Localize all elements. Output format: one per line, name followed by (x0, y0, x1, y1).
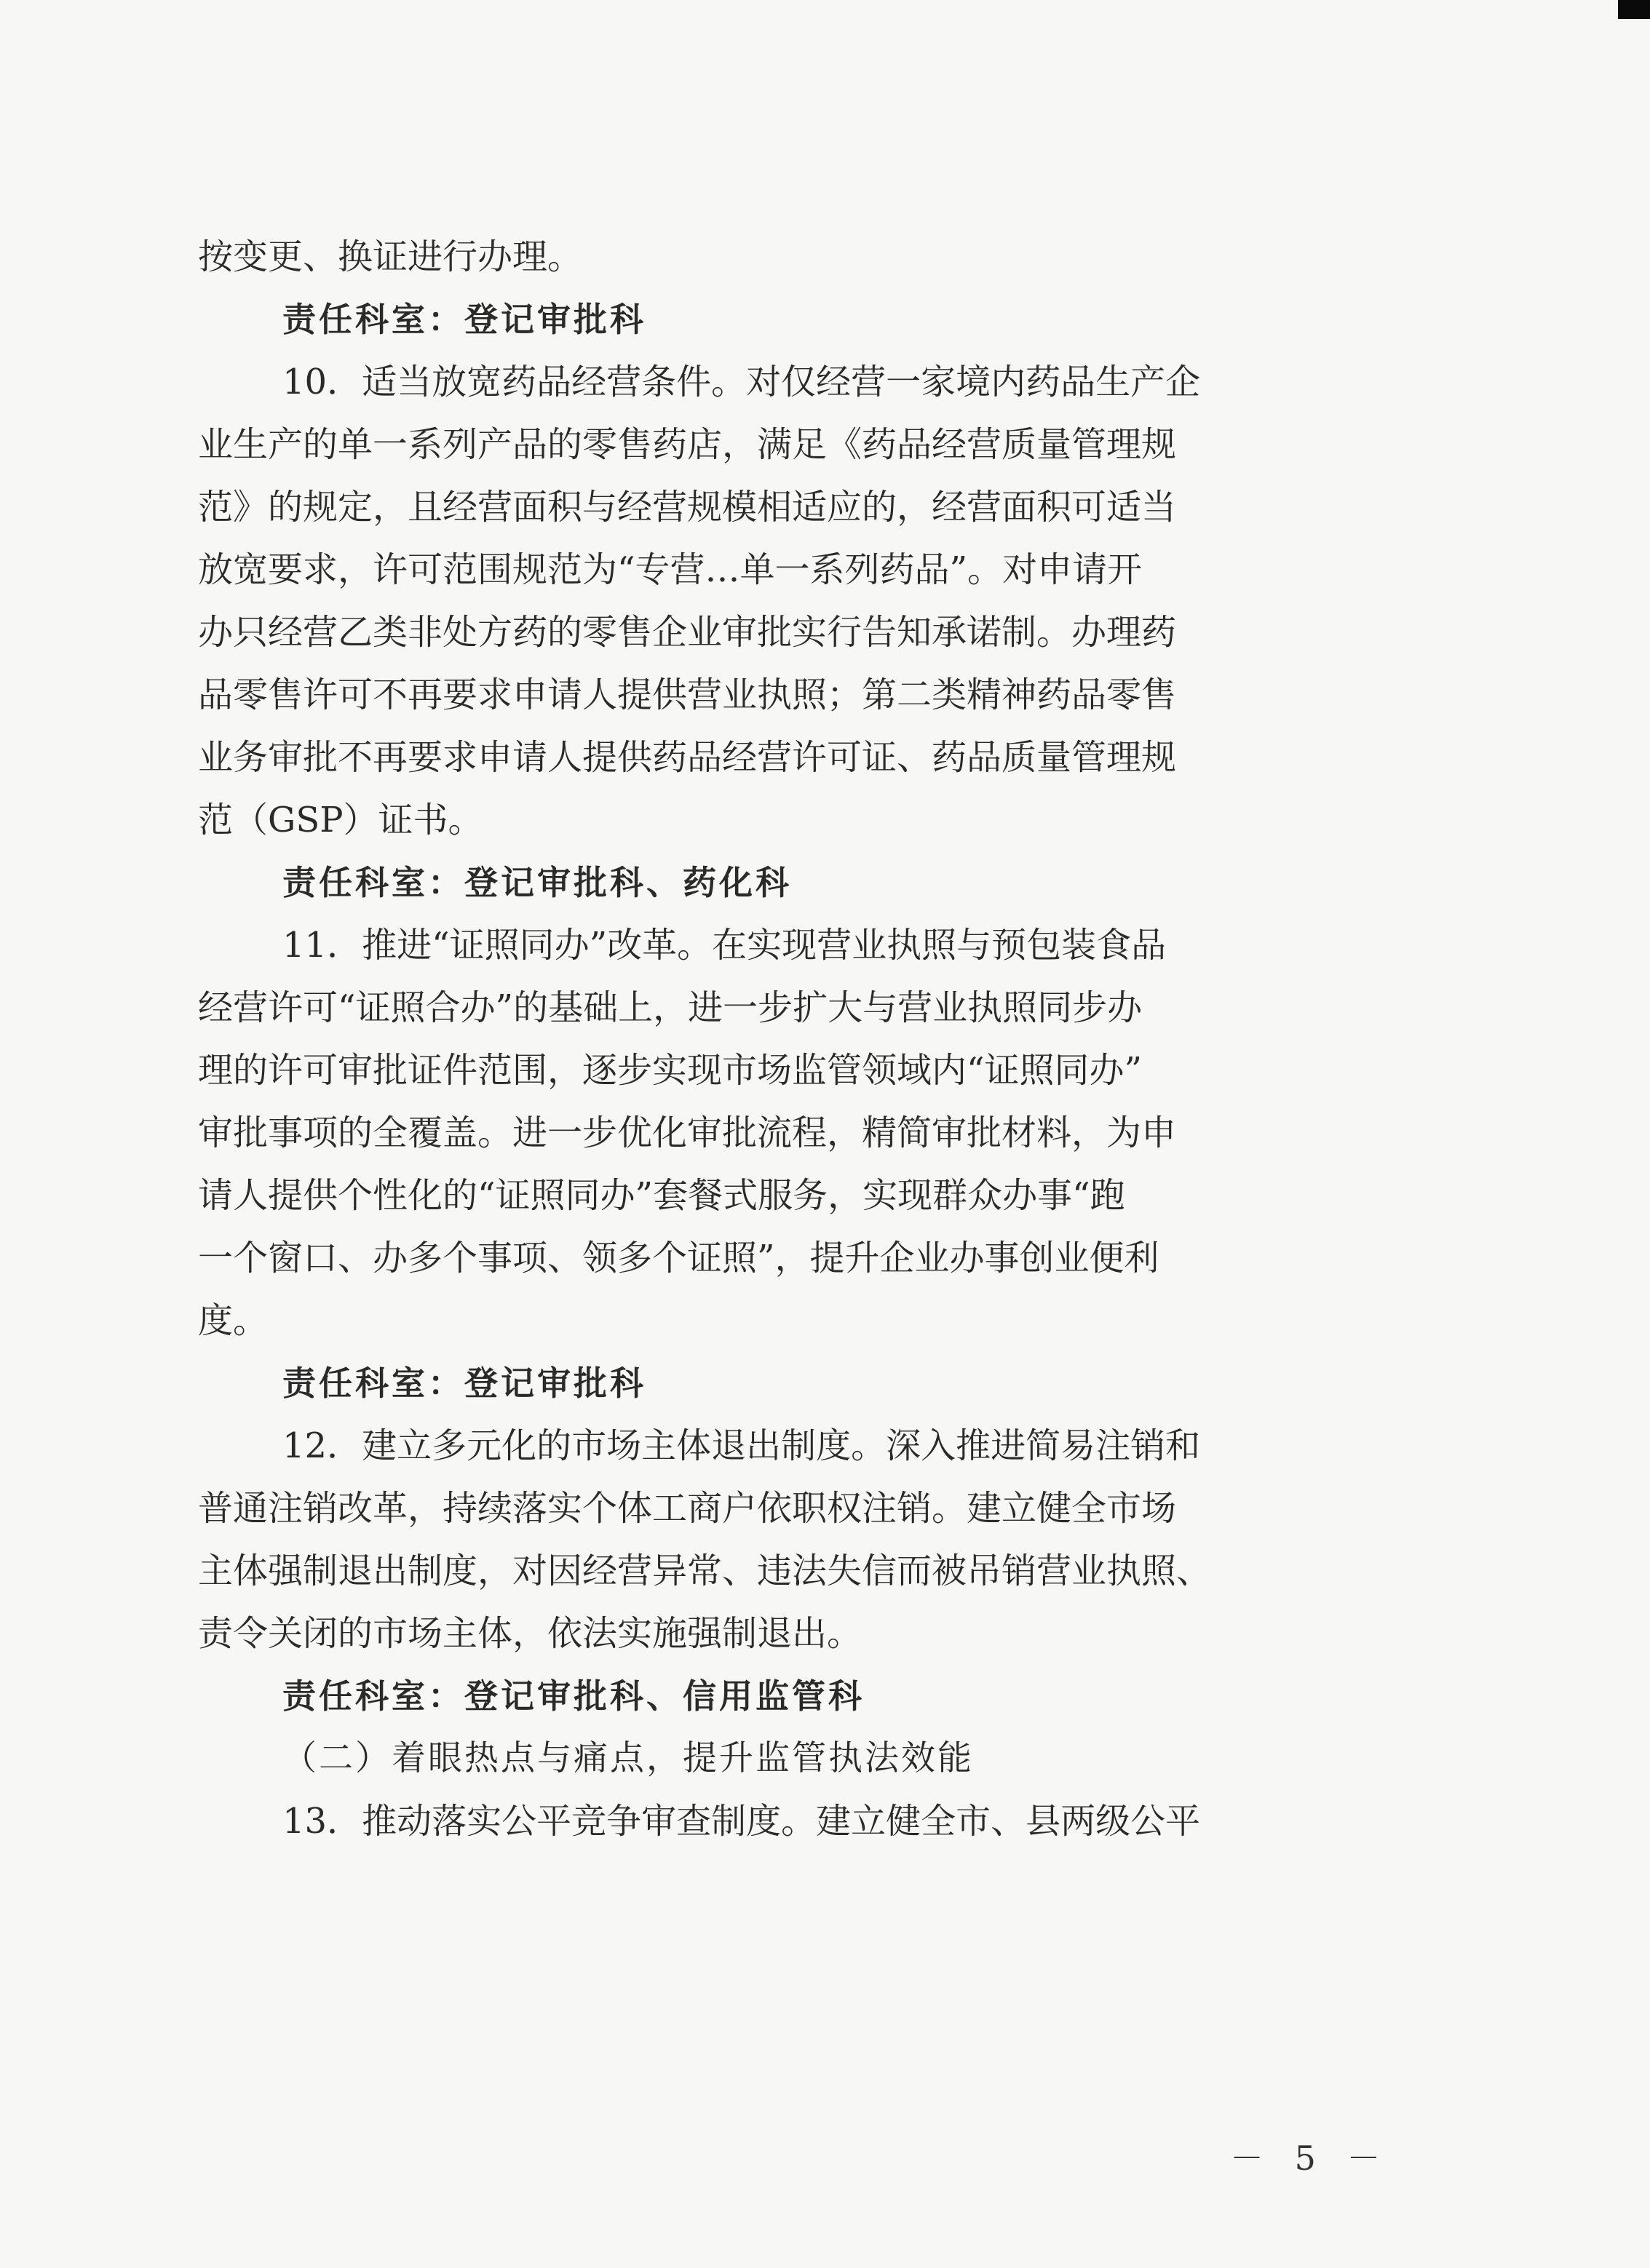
paragraph-line: 业务审批不再要求申请人提供药品经营许可证、药品质量管理规 (198, 737, 1177, 778)
paragraph-line: 经营许可“证照合办”的基础上，进一步扩大与营业执照同步办 (198, 987, 1143, 1028)
paragraph-line: 请人提供个性化的“证照同办”套餐式服务，实现群众办事“跑 (198, 1175, 1125, 1216)
paragraph-line: 11．推进“证照同办”改革。在实现营业执照与预包装食品 (282, 925, 1167, 966)
paragraph-line: 度。 (198, 1300, 269, 1341)
document-body (198, 226, 1392, 1853)
paragraph-line: 范（GSP）证书。 (198, 800, 483, 840)
paragraph-line: 一个窗口、办多个事项、领多个证照”，提升企业办事创业便利 (198, 1238, 1159, 1278)
paragraph-line: 普通注销改革，持续落实个体工商户依职权注销。建立健全市场 (198, 1488, 1177, 1529)
paragraph-line: 理的许可审批证件范围，逐步实现市场监管领域内“证照同办” (198, 1050, 1143, 1091)
paragraph-line: 办只经营乙类非处方药的零售企业审批实行告知承诺制。办理药 (198, 612, 1177, 653)
section-subheading: （二）着眼热点与痛点，提升监管执法效能 (282, 1738, 974, 1778)
scan-corner-mark (1618, 0, 1650, 19)
paragraph-line: 品零售许可不再要求申请人提供营业执照；第二类精神药品零售 (198, 675, 1177, 715)
section-responsibility-heading: 责任科室：登记审批科 (282, 1364, 646, 1403)
paragraph-line: 审批事项的全覆盖。进一步优化审批流程，精简审批材料，为申 (198, 1113, 1177, 1153)
paragraph-line: 放宽要求，许可范围规范为“专营…单一系列药品”。对申请开 (198, 549, 1143, 590)
page-number: － 5 － (1230, 2138, 1391, 2178)
paragraph-line: 12．建立多元化的市场主体退出制度。深入推进简易注销和 (282, 1425, 1201, 1466)
paragraph-line: 范》的规定，且经营面积与经营规模相适应的，经营面积可适当 (198, 487, 1177, 528)
paragraph-line: 业生产的单一系列产品的零售药店，满足《药品经营质量管理规 (198, 424, 1177, 465)
paragraph-line: 按变更、换证进行办理。 (198, 236, 583, 277)
paragraph-line: 主体强制退出制度，对因经营异常、违法失信而被吊销营业执照、 (198, 1551, 1212, 1591)
section-responsibility-heading: 责任科室：登记审批科、药化科 (282, 863, 792, 902)
paragraph-line: 责令关闭的市场主体，依法实施强制退出。 (198, 1613, 862, 1654)
section-responsibility-heading: 责任科室：登记审批科、信用监管科 (282, 1676, 865, 1716)
paragraph-line: 13．推动落实公平竞争审查制度。建立健全市、县两级公平 (282, 1801, 1201, 1842)
section-responsibility-heading: 责任科室：登记审批科 (282, 300, 646, 339)
paragraph-line: 10．适当放宽药品经营条件。对仅经营一家境内药品生产企 (282, 362, 1201, 402)
